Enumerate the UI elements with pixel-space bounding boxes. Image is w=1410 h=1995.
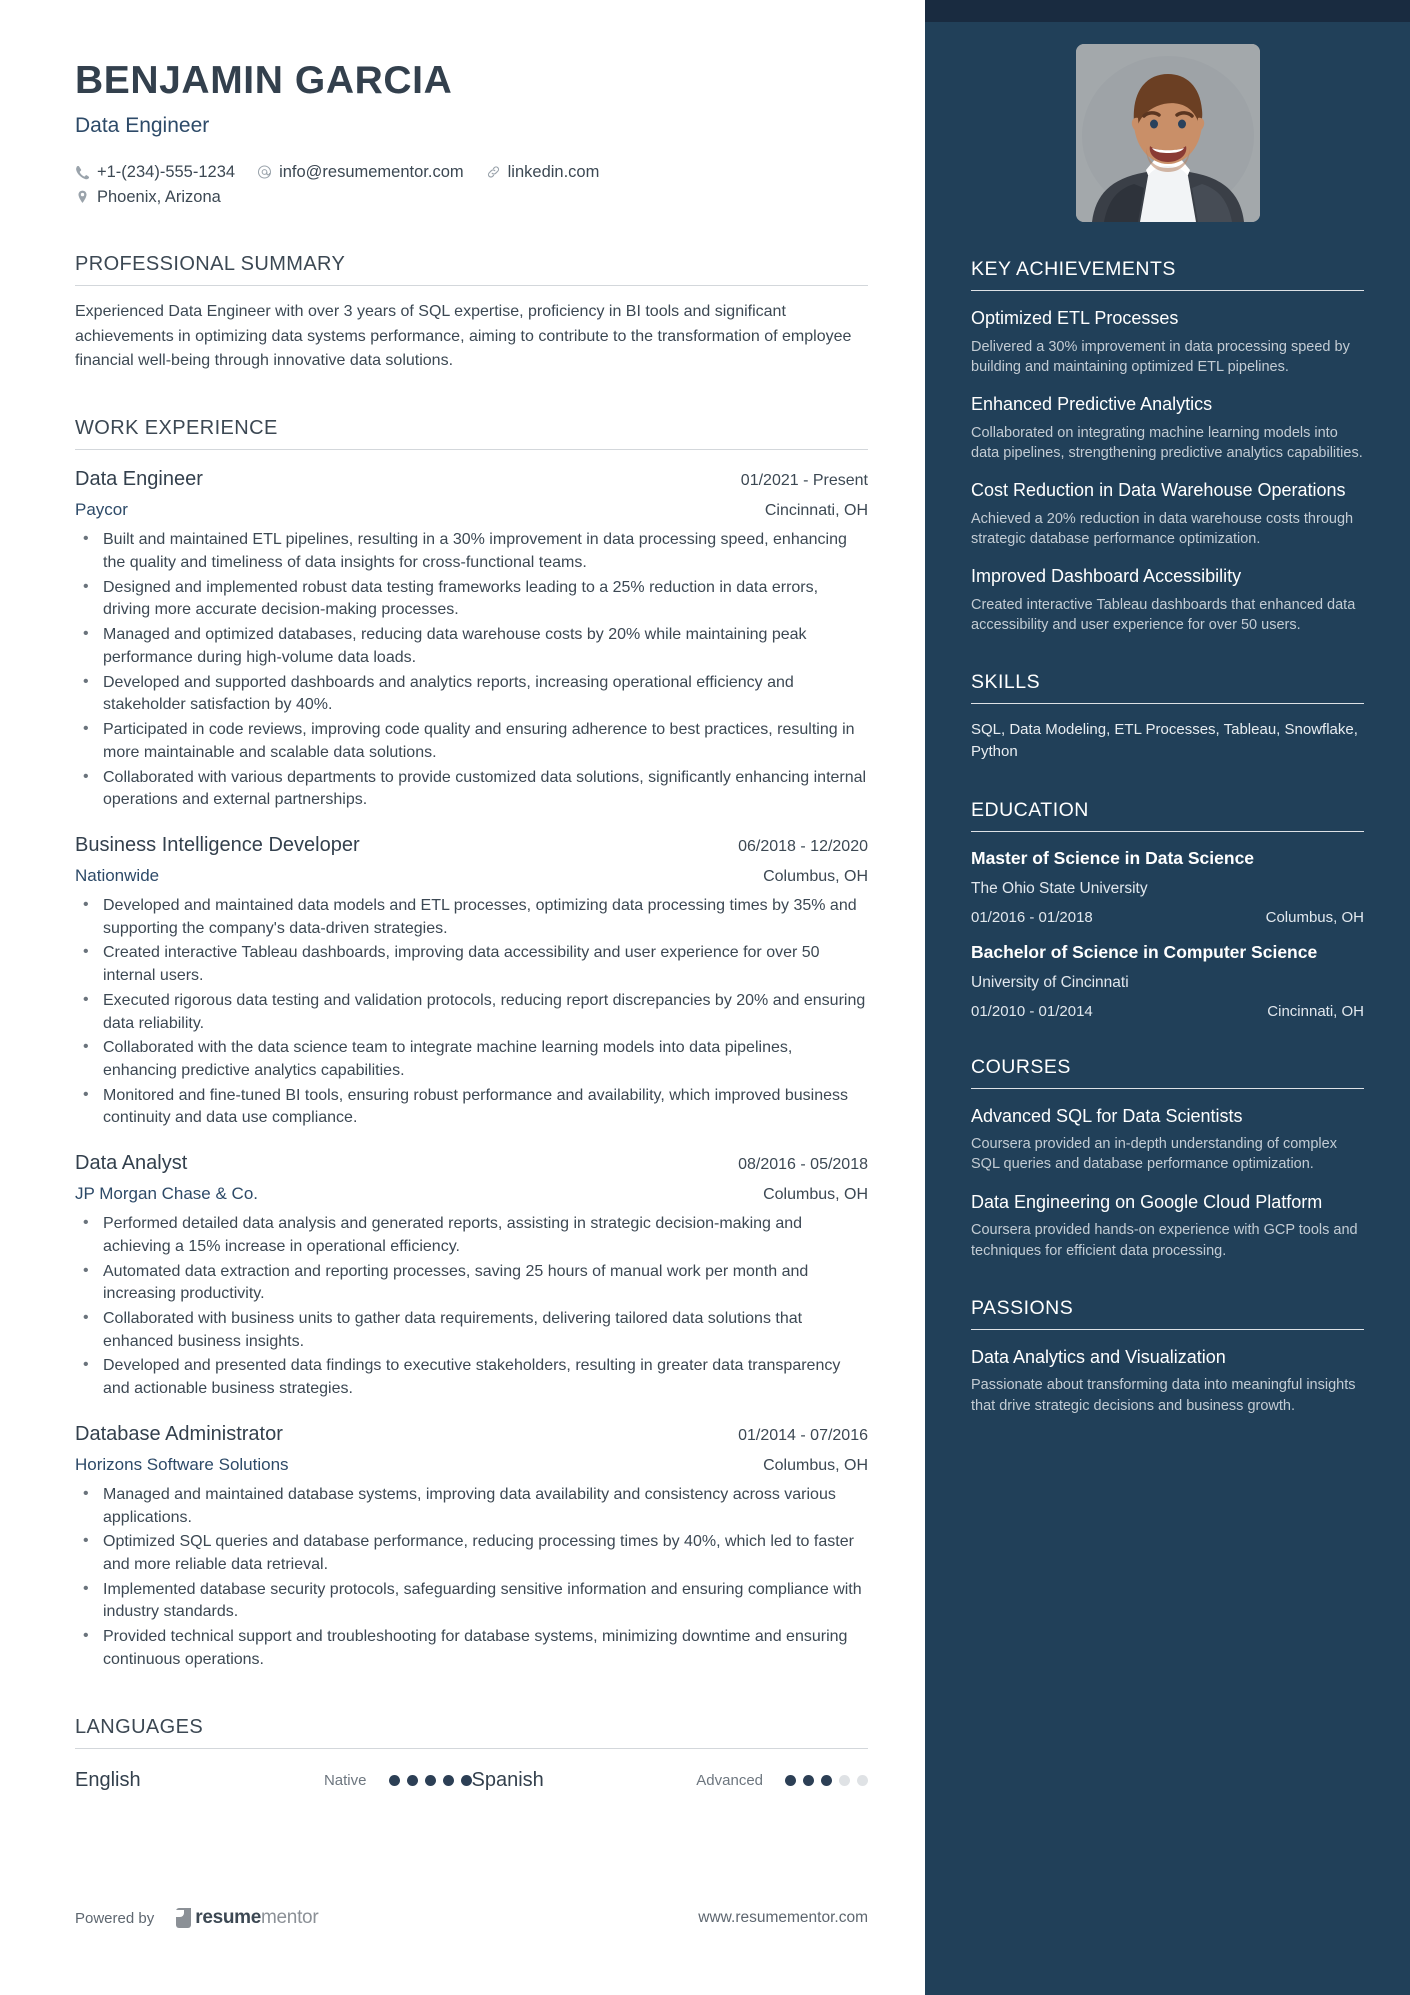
achievement-description: Collaborated on integrating machine learning models into data pipelines, strengthening predictive analytics capabilities. [971,424,1363,461]
rating-dot [461,1775,472,1786]
job-bullets [75,529,868,812]
language-name: Spanish [471,1768,544,1791]
job-header-row [75,834,868,857]
section-divider [971,290,1364,291]
education-container [971,848,1364,1020]
contact-email-text: info@resumementor.com [279,162,464,181]
rating-dot [821,1775,832,1786]
achievement-item [971,393,1364,463]
job-bullet: • Built and maintained ETL pipelines, resulting in a 30% improvement in data processing speed, enhancing the quality and timeliness of data insights for cross-functional teams. [75,529,868,574]
job-location: Cincinnati, OH [764,502,868,520]
job-dates: 01/2014 - 07/2016 [738,1426,868,1444]
job-bullets [75,1213,868,1401]
course-item [971,1191,1364,1261]
logo-bold-text: resume [195,1907,262,1928]
section-divider [75,285,868,286]
section-key-achievements [971,258,1364,635]
section-skills [971,671,1364,763]
language-item [472,1769,869,1792]
job-dates: 06/2018 - 12/2020 [738,837,868,855]
rating-dot [443,1775,454,1786]
job-bullets [75,895,868,1130]
contact-website-text: linkedin.com [507,162,600,181]
job-bullet: • Provided technical support and troubleshooting for database systems, minimizing downtime and ensuring continuous operations. [75,1626,868,1671]
section-divider [75,1748,868,1749]
section-education [971,799,1364,1020]
job-company: JP Morgan Chase & Co. [75,1184,258,1204]
job-dates: 08/2016 - 05/2018 [738,1156,868,1174]
education-item [971,848,1364,926]
passion-item [971,1346,1364,1416]
resumementor-mark-icon [176,1908,191,1928]
section-heading-courses: COURSES [971,1055,1071,1078]
achievement-title: Improved Dashboard Accessibility [971,566,1242,587]
job-bullets [75,1484,868,1672]
contact-phone [75,160,235,185]
contact-email [257,160,464,185]
achievement-title: Enhanced Predictive Analytics [971,394,1213,415]
education-school: The Ohio State University [971,879,1148,897]
achievement-title: Cost Reduction in Data Warehouse Operations [971,480,1346,501]
courses-container [971,1105,1364,1261]
resumementor-logo [176,1907,318,1929]
language-level: Native [323,1771,367,1789]
language-rating-dots [389,1775,472,1786]
job-bullet: • Designed and implemented robust data testing frameworks leading to a 25% reduction in data errors, driving more accurate decision-making processes. [75,577,868,622]
email-at-icon [257,164,272,180]
languages-container [75,1769,868,1792]
job-role: Data Analyst [75,1152,188,1175]
course-description: Coursera provided an in-depth understanding of complex SQL queries and database performance optimization. [971,1136,1337,1173]
job-subheader-row [75,500,868,520]
avatar-illustration-icon [1076,44,1260,222]
avatar [1076,44,1260,222]
job-header-row [75,1152,868,1175]
phone-icon [75,164,90,180]
job-bullet: • Executed rigorous data testing and validation protocols, reducing report discrepancies by 20% and ensuring data reliability. [75,990,868,1035]
footer-branding [75,1907,318,1929]
passion-description: Passionate about transforming data into meaningful insights that drive strategic decisions and business growth. [971,1377,1356,1414]
language-name: English [75,1768,141,1791]
section-heading-education: EDUCATION [971,798,1089,821]
page-footer [75,1907,868,1929]
section-divider [971,831,1364,832]
job-role: Database Administrator [75,1422,283,1445]
jobs-container [75,468,868,1671]
resumementor-wordmark [195,1907,318,1929]
language-level: Advanced [696,1771,763,1789]
achievement-description: Achieved a 20% reduction in data warehouse costs through strategic database performance optimization. [971,510,1354,547]
sidebar-top-band [925,0,1410,22]
achievement-description: Delivered a 30% improvement in data processing speed by building and maintaining optimized ETL pipelines. [971,338,1350,375]
education-location: Cincinnati, OH [1267,1002,1364,1020]
job-entry [75,468,868,812]
job-role: Business Intelligence Developer [75,833,360,856]
achievement-item [971,565,1364,635]
job-company: Nationwide [75,865,160,885]
section-heading-experience: WORK EXPERIENCE [75,417,278,440]
job-bullet: • Collaborated with the data science team to integrate machine learning models into data pipelines, enhancing predictive analytics capabilities. [75,1037,868,1082]
job-location: Columbus, OH [763,1186,868,1204]
achievement-item [971,307,1364,377]
powered-by-label: Powered by [75,1909,155,1927]
job-company: Horizons Software Solutions [75,1454,289,1474]
job-location: Columbus, OH [763,1456,868,1474]
link-icon [486,164,501,180]
job-entry [75,834,868,1130]
location-pin-icon [75,189,90,205]
section-heading-languages: LANGUAGES [75,1715,204,1738]
job-subheader-row [75,1455,868,1475]
contact-block [75,160,868,210]
logo-light-text: mentor [261,1907,319,1928]
job-bullet: • Implemented database security protocols, safeguarding sensitive information and ensuring compliance with industry standards. [75,1579,868,1624]
job-bullet: • Developed and supported dashboards and analytics reports, increasing operational efficiency and stakeholder satisfaction by 40%. [75,672,868,717]
job-bullet: • Developed and maintained data models and ETL processes, optimizing data processing times by 35% and supporting the company's data-driven strategies. [75,895,868,940]
course-title: Data Engineering on Google Cloud Platform [971,1191,1323,1212]
language-rating-dots [785,1775,868,1786]
education-degree: Bachelor of Science in Computer Science [971,941,1318,962]
education-location: Columbus, OH [1265,908,1364,926]
footer-url[interactable]: www.resumementor.com [698,1909,868,1926]
section-divider [971,1088,1364,1089]
contact-phone-text: +1-(234)-555-1234 [97,162,236,181]
job-bullet: • Managed and maintained database systems, improving data availability and consistency across various applications. [75,1484,868,1529]
education-dates: 01/2010 - 01/2014 [971,1002,1093,1020]
job-subheader-row [75,1184,868,1204]
job-bullet: • Participated in code reviews, improving code quality and ensuring adherence to best practices, resulting in more maintainable and scalable data solutions. [75,719,868,764]
section-divider [971,703,1364,704]
job-company: Paycor [75,500,128,520]
education-meta [971,1003,1364,1020]
education-degree: Master of Science in Data Science [971,847,1255,868]
job-bullet: • Collaborated with business units to gather data requirements, delivering tailored data solutions that enhanced business insights. [75,1308,868,1353]
section-heading-summary: PROFESSIONAL SUMMARY [75,253,346,276]
section-heading-achievements: KEY ACHIEVEMENTS [971,258,1176,280]
passions-container [971,1346,1364,1416]
section-passions [971,1297,1364,1416]
section-divider [75,449,868,450]
section-work-experience [75,417,868,1671]
education-school: University of Cincinnati [971,973,1129,991]
job-location: Columbus, OH [763,867,868,885]
job-subheader-row [75,866,868,886]
job-header-row [75,1423,868,1446]
job-bullet: • Developed and presented data findings to executive stakeholders, resulting in greater data transparency and actionable business strategies. [75,1355,868,1400]
course-description: Coursera provided hands-on experience with GCP tools and techniques for efficient data processing. [971,1222,1358,1259]
contact-line-2 [75,185,868,210]
section-professional-summary [75,253,868,373]
resume-header [75,60,868,209]
summary-text: Experienced Data Engineer with over 3 years of SQL expertise, proficiency in BI tools and significant achievements in optimizing data systems performance, aiming to contribute to the transformation of employee financial well-being through innovative data solutions. [75,303,852,370]
rating-dot [407,1775,418,1786]
education-dates: 01/2016 - 01/2018 [971,908,1093,926]
section-heading-passions: PASSIONS [971,1296,1074,1319]
job-bullet: • Managed and optimized databases, reducing data warehouse costs by 20% while maintaining peak performance during high-volume data loads. [75,624,868,669]
rating-dot [389,1775,400,1786]
contact-location [75,185,221,210]
course-title: Advanced SQL for Data Scientists [971,1105,1243,1126]
passion-title: Data Analytics and Visualization [971,1346,1226,1367]
sidebar [925,0,1410,1995]
job-bullet: • Performed detailed data analysis and generated reports, assisting in strategic decision-making and achieving a 15% increase in operational efficiency. [75,1213,868,1258]
job-header-row [75,468,868,491]
education-item [971,942,1364,1020]
language-item [75,1769,472,1792]
page-title: BENJAMIN GARCIA [75,59,453,102]
contact-location-text: Phoenix, Arizona [97,187,221,206]
rating-dot [857,1775,868,1786]
contact-website [486,160,600,185]
rating-dot [803,1775,814,1786]
rating-dot [839,1775,850,1786]
achievement-item [971,479,1364,549]
job-bullet: • Optimized SQL queries and database performance, reducing processing times by 40%, which led to faster and more reliable data retrieval. [75,1531,868,1576]
section-courses [971,1056,1364,1261]
job-bullet: • Collaborated with various departments to provide customized data solutions, significantly enhancing internal operations and external partnerships. [75,767,868,812]
job-bullet: • Automated data extraction and reporting processes, saving 25 hours of manual work per month and increasing productivity. [75,1261,868,1306]
section-languages [75,1716,868,1792]
job-bullet: • Created interactive Tableau dashboards, improving data accessibility and user experience for over 50 internal users. [75,942,868,987]
achievement-description: Created interactive Tableau dashboards that enhanced data accessibility and user experience for over 50 users. [971,596,1356,634]
achievements-container [971,307,1364,635]
header-job-title: Data Engineer [75,113,210,137]
skills-text: SQL, Data Modeling, ETL Processes, Tableau, Snowflake, Python [971,721,1358,761]
rating-dot [785,1775,796,1786]
job-bullet: • Monitored and fine-tuned BI tools, ensuring robust performance and availability, which improved business continuity and data use compliance. [75,1085,868,1130]
job-role: Data Engineer [75,468,203,491]
job-dates: 01/2021 - Present [740,472,868,490]
job-entry [75,1152,868,1401]
rating-dot [425,1775,436,1786]
achievement-title: Optimized ETL Processes [971,308,1179,328]
course-item [971,1105,1364,1175]
education-meta [971,909,1364,926]
job-entry [75,1423,868,1672]
avatar-wrap [971,0,1364,222]
contact-line-1 [75,160,868,185]
section-heading-skills: SKILLS [971,671,1041,694]
section-divider [971,1329,1364,1330]
